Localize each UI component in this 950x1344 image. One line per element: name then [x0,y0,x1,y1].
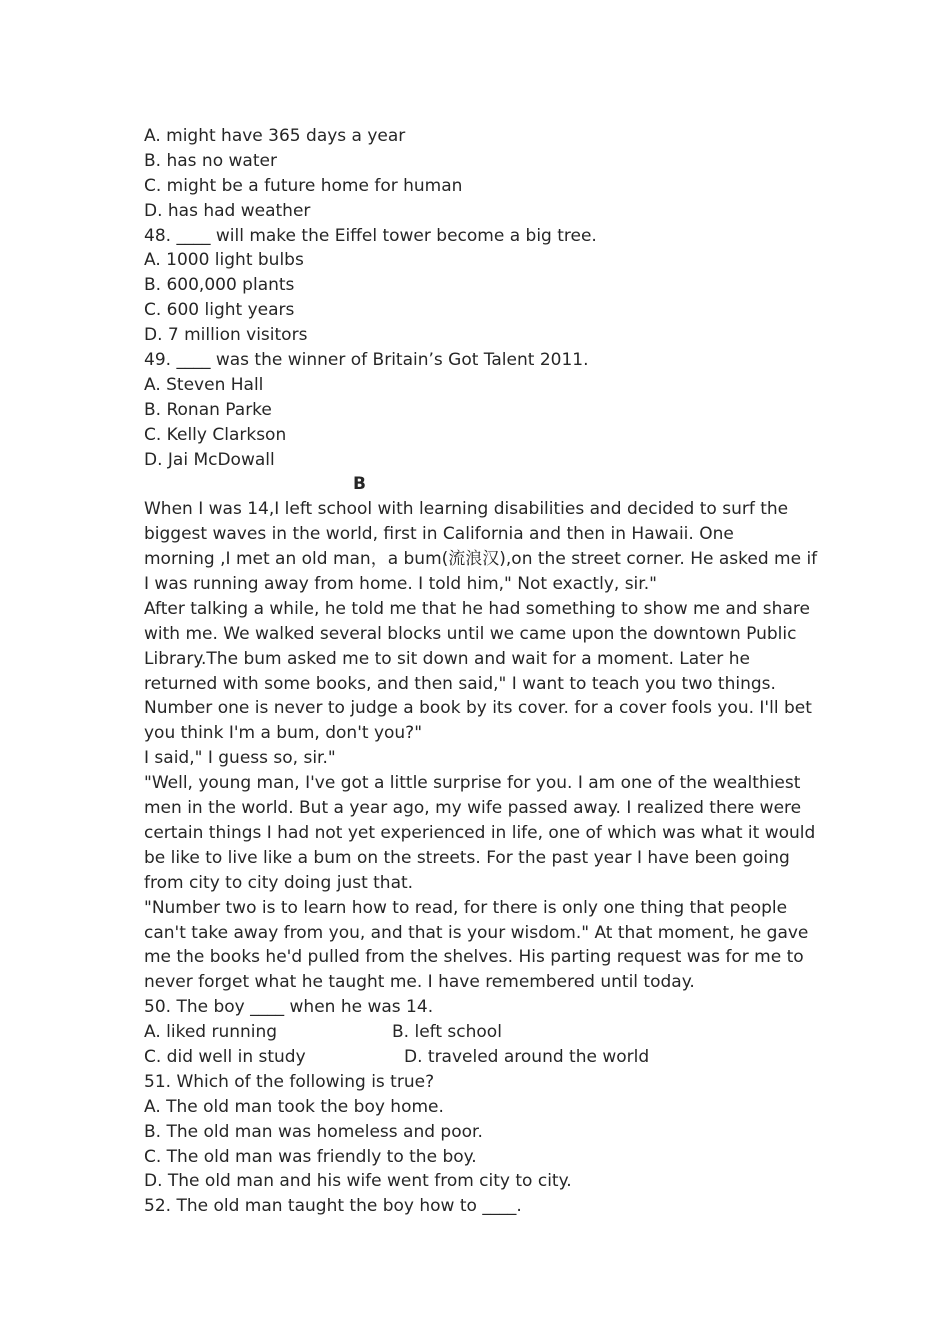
passage-line: men in the world. But a year ago, my wife passed away. I realized there were [144,798,802,819]
question-51 [144,1070,814,1194]
q50-option-c: C. did well in study [144,1046,306,1067]
q49-option-d: D. Jai McDowall [144,449,275,470]
q47-options [144,124,814,224]
q48-option-b: B. 600,000 plants [144,275,295,296]
passage-line: returned with some books, and then said," I want to teach you two things. [144,673,776,694]
q49-option-a: A. Steven Hall [144,374,264,395]
passage-line: "Number two is to learn how to read, for there is only one thing that people [144,897,788,918]
passage-line: When I was 14,I left school with learning disabilities and decided to surf the [144,499,789,520]
question-48 [144,224,814,348]
question-52 [144,1194,814,1219]
passage-line: never forget what he taught me. I have remembered until today. [144,972,695,993]
passage-line: I was running away from home. I told him," Not exactly, sir." [144,574,657,595]
passage-line: I said," I guess so, sir." [144,748,336,769]
q50-options-row-1 [144,1020,814,1045]
q51-option-b: B. The old man was homeless and poor. [144,1121,483,1142]
passage-line: Library.The bum asked me to sit down and wait for a moment. Later he [144,648,750,669]
q47-option-b: B. has no water [144,150,277,171]
q51-option-c: C. The old man was friendly to the boy. [144,1146,477,1167]
section-b-heading: B [353,474,366,495]
passage-line: certain things I had not yet experienced in life, one of which was what it would [144,822,816,843]
question-49 [144,348,814,472]
passage-line: After talking a while, he told me that he had something to show me and share [144,598,810,619]
passage-line: with me. We walked several blocks until we came upon the downtown Public [144,623,797,644]
document-page [144,124,818,1219]
q50-option-b: B. left school [392,1022,502,1043]
reading-passage [144,497,818,995]
q49-option-c: C. Kelly Clarkson [144,424,287,445]
passage-line: me the books he'd pulled from the shelves. His parting request was for me to [144,947,804,968]
q47-option-a: A. might have 365 days a year [144,126,406,146]
q48-option-c: C. 600 light years [144,300,295,321]
passage-line: Number one is never to judge a book by its cover. for a cover fools you. I'll bet [144,698,812,719]
passage-line: "Well, young man, I've got a little surprise for you. I am one of the wealthiest [144,773,801,794]
passage-line: you think I'm a bum, don't you?" [144,723,423,744]
q49-question: 49. ____ was the winner of Britain’s Got Talent 2011. [144,350,589,371]
q50-question: 50. The boy ____ when he was 14. [144,997,434,1018]
passage-line: from city to city doing just that. [144,872,414,893]
q50-option-a: A. liked running [144,1022,278,1043]
q50-options-row-2 [144,1045,814,1070]
q48-option-a: A. 1000 light bulbs [144,250,304,271]
q51-question: 51. Which of the following is true? [144,1071,435,1092]
passage-line: can't take away from you, and that is your wisdom." At that moment, he gave [144,922,809,943]
q47-option-d: D. has had weather [144,200,311,221]
q51-option-d: D. The old man and his wife went from city to city. [144,1171,572,1192]
passage-line: biggest waves in the world, first in California and then in Hawaii. One [144,524,734,545]
q52-question: 52. The old man taught the boy how to ____. [144,1196,522,1217]
question-50 [144,995,814,1070]
q49-option-b: B. Ronan Parke [144,399,272,420]
q51-option-a: A. The old man took the boy home. [144,1096,444,1117]
q48-question: 48. ____ will make the Eiffel tower become a big tree. [144,225,597,246]
passage-line: morning ,I met an old man，a bum(流浪汉),on the street corner. He asked me if [144,549,818,570]
passage-line: be like to live like a bum on the streets. For the past year I have been going [144,847,790,868]
q50-option-d: D. traveled around the world [404,1046,650,1067]
q48-option-d: D. 7 million visitors [144,325,308,346]
q47-option-c: C. might be a future home for human [144,175,463,196]
